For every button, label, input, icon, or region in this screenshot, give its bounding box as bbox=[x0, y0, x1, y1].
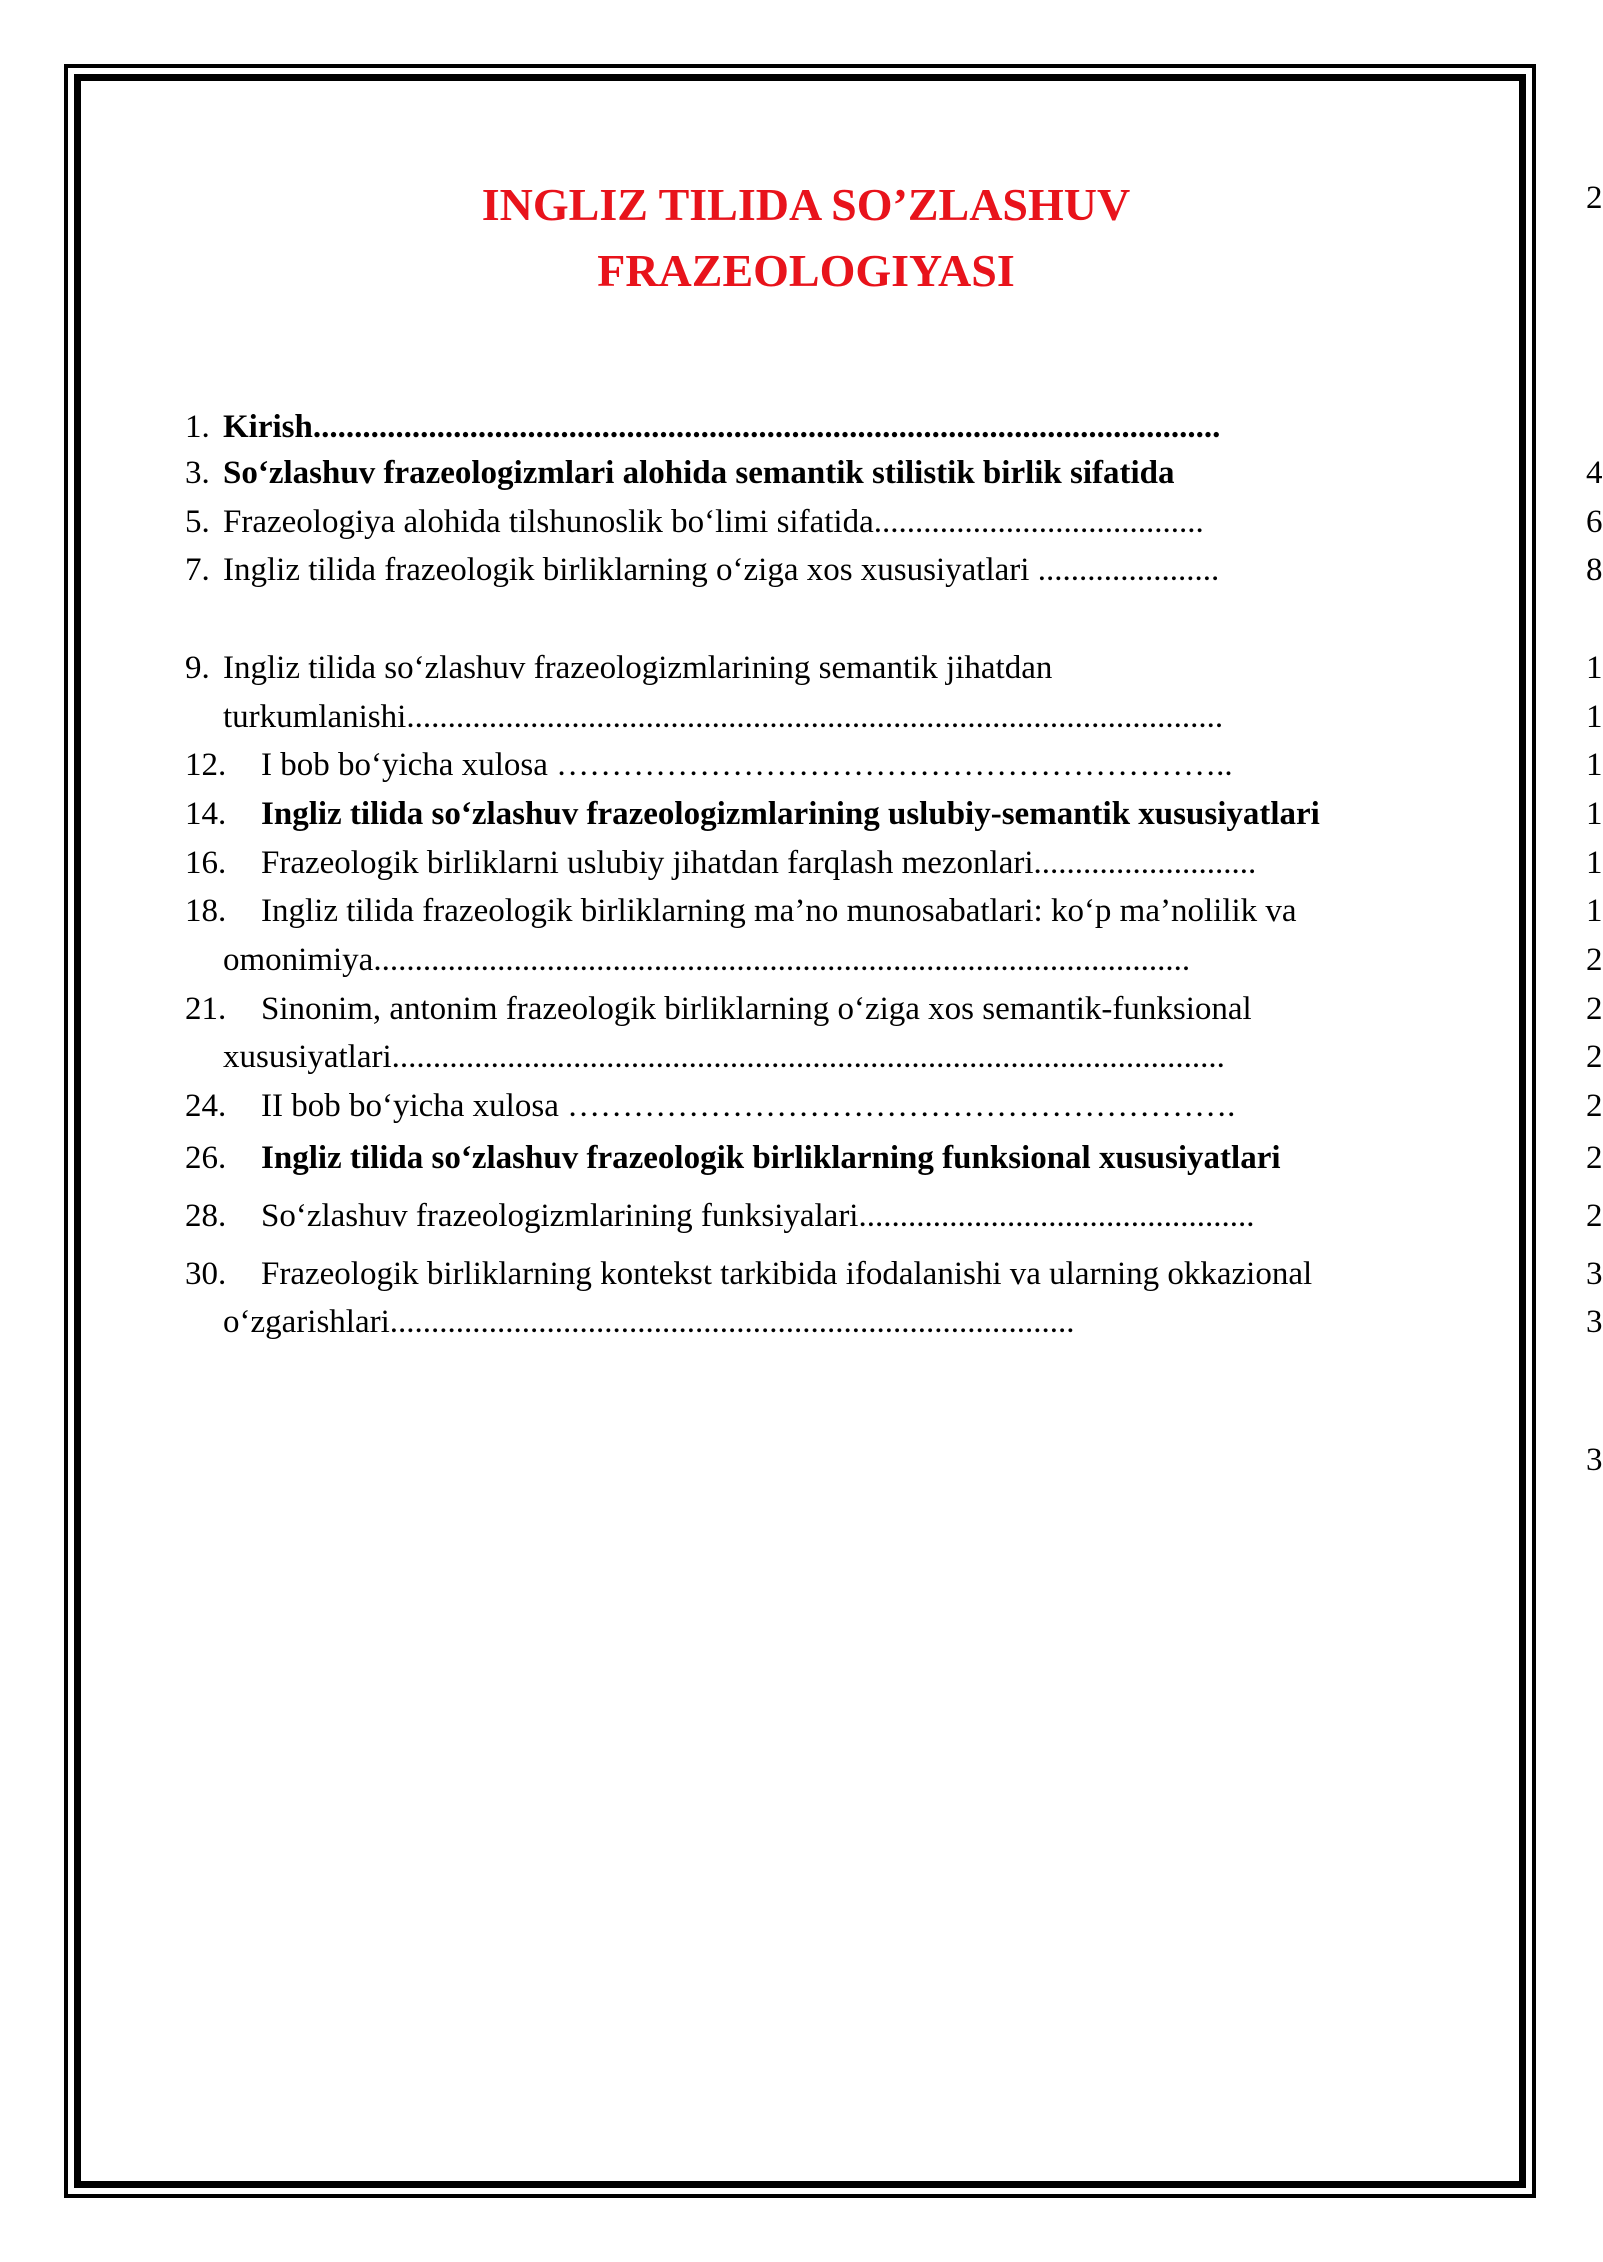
toc-entry-text: Ingliz tilida so‘zlashuv frazeologizmlarining uslubiy-semantik xususiyatlari bbox=[261, 796, 1320, 832]
toc-entry-number: 26. bbox=[185, 1140, 227, 1176]
toc-entry-leader: ........................... bbox=[1033, 845, 1257, 881]
toc-entry-text: o‘zgarishlari bbox=[223, 1304, 390, 1340]
toc-entry-text: Ingliz tilida so‘zlashuv frazeologizmlarining semantik jihatdan bbox=[223, 650, 1053, 686]
toc-entry-number: 24. bbox=[185, 1088, 227, 1124]
toc-entry-text: Frazeologik birliklarni uslubiy jihatdan farqlash mezonlari bbox=[261, 845, 1034, 881]
page-number: 2 bbox=[1586, 1140, 1603, 1176]
page-number: 4 bbox=[1586, 455, 1603, 491]
toc-entry bbox=[185, 1254, 1312, 1294]
page-number: 1 bbox=[1586, 650, 1603, 686]
page-number: 2 bbox=[1586, 1039, 1603, 1075]
toc-entry-text: turkumlanishi bbox=[223, 699, 407, 735]
toc-entry bbox=[185, 453, 1175, 493]
toc-entry-text: Ingliz tilida frazeologik birliklarning o‘ziga xos xususiyatlari bbox=[223, 552, 1030, 588]
toc-entry-number: 5. bbox=[185, 504, 210, 540]
toc-entry-number: 9. bbox=[185, 650, 210, 686]
page-number: 1 bbox=[1586, 893, 1603, 929]
page-number: 8 bbox=[1586, 552, 1603, 588]
toc-entry-leader: ……………………………………………………. bbox=[558, 1088, 1236, 1124]
toc-entry bbox=[185, 1086, 1235, 1126]
toc-entry-number: 1. bbox=[185, 409, 210, 445]
toc-entry bbox=[185, 502, 1204, 542]
page-number: 2 bbox=[1586, 180, 1603, 216]
page-number: 1 bbox=[1586, 747, 1603, 783]
page-number: 2 bbox=[1586, 1088, 1603, 1124]
toc-entry bbox=[185, 891, 1297, 931]
toc-entry-text: Kirish bbox=[223, 409, 313, 445]
page-number: 3 bbox=[1586, 1442, 1603, 1478]
toc-entry-number: 12. bbox=[185, 747, 227, 783]
toc-entry-text: So‘zlashuv frazeologizmlari alohida semantik stilistik birlik sifatida bbox=[223, 455, 1175, 491]
toc-entry bbox=[185, 745, 1233, 785]
toc-entry bbox=[185, 1196, 1254, 1236]
toc-entry bbox=[185, 794, 1320, 834]
page-number: 3 bbox=[1586, 1304, 1603, 1340]
toc-entry-number: 21. bbox=[185, 991, 227, 1027]
toc-entry-number: 3. bbox=[185, 455, 210, 491]
toc-entry bbox=[185, 407, 1220, 447]
toc-entry-text: So‘zlashuv frazeologizmlarining funksiyalari bbox=[261, 1198, 859, 1234]
title-line-1: INGLIZ TILIDA SO’ZLASHUV bbox=[481, 179, 1131, 230]
toc-entry-leader: .............................................................................................................. bbox=[312, 409, 1221, 445]
toc-entry-leader: ................................................ bbox=[858, 1198, 1255, 1234]
toc-entry-number: 28. bbox=[185, 1198, 227, 1234]
toc-entry-continuation bbox=[185, 697, 1223, 737]
toc-entry-text: Frazeologik birliklarning kontekst tarkibida ifodalanishi va ularning okkazional bbox=[261, 1256, 1313, 1292]
toc-entry-text: Sinonim, antonim frazeologik birliklarning o‘ziga xos semantik-funksional bbox=[261, 991, 1252, 1027]
toc-entry-leader: ................................................................................................... bbox=[373, 942, 1191, 978]
toc-entry-text: Frazeologiya alohida tilshunoslik bo‘limi sifatida bbox=[223, 504, 874, 540]
toc-entry-leader: ...................... bbox=[1029, 552, 1220, 588]
toc-entry bbox=[185, 648, 1052, 688]
toc-entry-number: 7. bbox=[185, 552, 210, 588]
toc-entry bbox=[185, 550, 1219, 590]
toc-entry bbox=[185, 989, 1252, 1029]
toc-entry-text: II bob bo‘yicha xulosa bbox=[261, 1088, 559, 1124]
toc-entry-continuation bbox=[185, 1302, 1075, 1342]
page-number: 1 bbox=[1586, 796, 1603, 832]
toc-entry-leader: ................................................................................... bbox=[389, 1304, 1075, 1340]
page-number: 2 bbox=[1586, 942, 1603, 978]
page-number: 1 bbox=[1586, 845, 1603, 881]
page-number: 6 bbox=[1586, 504, 1603, 540]
toc-entry-text: xususiyatlari bbox=[223, 1039, 392, 1075]
toc-entry-text: Ingliz tilida frazeologik birliklarning ma’no munosabatlari: ko‘p ma’nolilik va bbox=[261, 893, 1297, 929]
toc-entry-leader: ................................................................................................... bbox=[406, 699, 1224, 735]
toc-entry-leader: ..................................................................................................... bbox=[391, 1039, 1225, 1075]
title-line-2: FRAZEOLOGIYASI bbox=[597, 245, 1015, 296]
toc-entry-text: omonimiya bbox=[223, 942, 374, 978]
toc-entry bbox=[185, 1138, 1281, 1178]
toc-entry-continuation bbox=[185, 940, 1190, 980]
toc-entry-text: I bob bo‘yicha xulosa bbox=[261, 747, 548, 783]
toc-entry bbox=[185, 843, 1256, 883]
page-number: 2 bbox=[1586, 991, 1603, 1027]
toc-entry-continuation bbox=[185, 1037, 1225, 1077]
toc-entry-number: 14. bbox=[185, 796, 227, 832]
page-number: 1 bbox=[1586, 699, 1603, 735]
toc-entry-number: 16. bbox=[185, 845, 227, 881]
toc-entry-leader: ........................................ bbox=[873, 504, 1204, 540]
toc-entry-number: 18. bbox=[185, 893, 227, 929]
page-number: 3 bbox=[1586, 1256, 1603, 1292]
toc-entry-number: 30. bbox=[185, 1256, 227, 1292]
toc-entry-leader: …………………………………………………….. bbox=[547, 747, 1233, 783]
page-number: 2 bbox=[1586, 1198, 1603, 1234]
toc-entry-text: Ingliz tilida so‘zlashuv frazeologik birliklarning funksional xususiyatlari bbox=[261, 1140, 1281, 1176]
